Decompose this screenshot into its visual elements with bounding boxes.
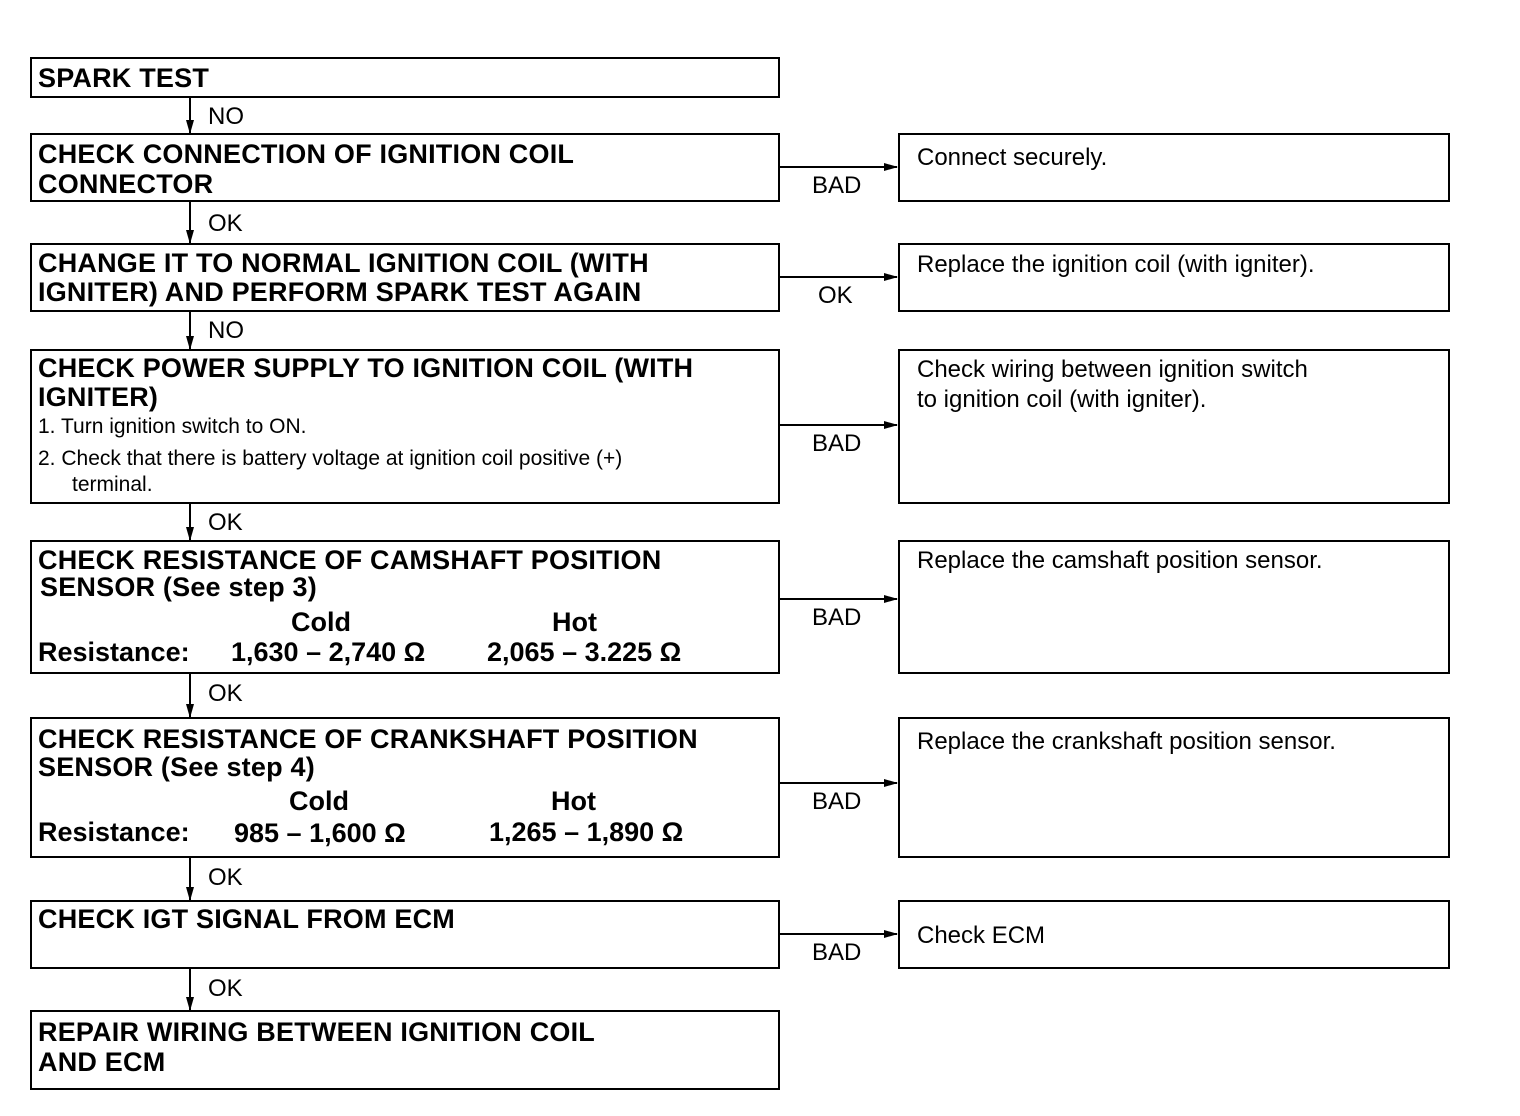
resistance-label: Resistance: bbox=[38, 637, 190, 667]
down-label: OK bbox=[208, 210, 243, 237]
action-text: Check wiring between ignition switch bbox=[917, 356, 1308, 383]
cold-value: 1,630 – 2,740 Ω bbox=[231, 637, 426, 667]
action-check-ecm bbox=[898, 900, 1450, 969]
action-text: to ignition coil (with igniter). bbox=[917, 386, 1207, 413]
action-replace-ignition-coil bbox=[898, 243, 1450, 312]
hot-value: 1,265 – 1,890 Ω bbox=[489, 817, 684, 847]
down-label: OK bbox=[208, 864, 243, 891]
step-change-coil bbox=[30, 243, 780, 312]
cold-header: Cold bbox=[289, 786, 349, 816]
down-label: NO bbox=[208, 103, 244, 130]
down-label: OK bbox=[208, 680, 243, 707]
step-title: SPARK TEST bbox=[38, 63, 210, 93]
cold-header: Cold bbox=[291, 607, 351, 637]
action-text: Replace the camshaft position sensor. bbox=[917, 547, 1323, 574]
step-title: CHECK IGT SIGNAL FROM ECM bbox=[38, 904, 456, 934]
step-title: CHECK POWER SUPPLY TO IGNITION COIL (WITH bbox=[38, 353, 694, 383]
step-check-camshaft-sensor bbox=[30, 540, 780, 674]
action-text: Replace the ignition coil (with igniter). bbox=[917, 251, 1315, 278]
step-title: IGNITER) AND PERFORM SPARK TEST AGAIN bbox=[38, 277, 642, 307]
step-repair-wiring bbox=[30, 1010, 780, 1090]
step-title: AND ECM bbox=[38, 1047, 166, 1077]
step-title: SENSOR (See step 3) bbox=[40, 572, 317, 602]
step-check-igt-signal bbox=[30, 900, 780, 969]
side-label: BAD bbox=[812, 604, 862, 631]
step-title: IGNITER) bbox=[38, 382, 159, 412]
down-label: OK bbox=[208, 509, 243, 536]
side-label: BAD bbox=[812, 172, 862, 199]
down-label: NO bbox=[208, 317, 244, 344]
hot-header: Hot bbox=[552, 607, 597, 637]
step-title: CHECK RESISTANCE OF CAMSHAFT POSITION bbox=[38, 545, 662, 575]
hot-header: Hot bbox=[551, 786, 596, 816]
action-check-wiring bbox=[898, 349, 1450, 504]
side-label: BAD bbox=[812, 788, 862, 815]
step-instruction: terminal. bbox=[72, 473, 153, 496]
step-instruction: 1. Turn ignition switch to ON. bbox=[38, 415, 307, 438]
step-title: CONNECTOR bbox=[38, 169, 214, 199]
step-title: REPAIR WIRING BETWEEN IGNITION COIL bbox=[38, 1017, 595, 1047]
step-check-crankshaft-sensor bbox=[30, 717, 780, 858]
action-replace-camshaft-sensor bbox=[898, 540, 1450, 674]
resistance-label: Resistance: bbox=[38, 817, 190, 847]
action-text: Connect securely. bbox=[917, 144, 1108, 171]
step-title: CHECK CONNECTION OF IGNITION COIL bbox=[38, 139, 575, 169]
step-title: SENSOR (See step 4) bbox=[38, 752, 315, 782]
action-replace-crankshaft-sensor bbox=[898, 717, 1450, 858]
step-check-connection bbox=[30, 133, 780, 202]
step-spark-test bbox=[30, 57, 780, 98]
action-text: Check ECM bbox=[917, 922, 1046, 949]
hot-value: 2,065 – 3.225 Ω bbox=[487, 637, 682, 667]
down-label: OK bbox=[208, 975, 243, 1002]
cold-value: 985 – 1,600 Ω bbox=[234, 818, 406, 848]
side-label: BAD bbox=[812, 430, 862, 457]
side-label: BAD bbox=[812, 939, 862, 966]
action-connect-securely bbox=[898, 133, 1450, 202]
step-check-power-supply bbox=[30, 349, 780, 504]
step-title: CHANGE IT TO NORMAL IGNITION COIL (WITH bbox=[38, 248, 649, 278]
side-label: OK bbox=[818, 282, 853, 309]
step-instruction: 2. Check that there is battery voltage at ignition coil positive (+) bbox=[38, 447, 623, 470]
action-text: Replace the crankshaft position sensor. bbox=[917, 728, 1336, 755]
step-title: CHECK RESISTANCE OF CRANKSHAFT POSITION bbox=[38, 724, 698, 754]
